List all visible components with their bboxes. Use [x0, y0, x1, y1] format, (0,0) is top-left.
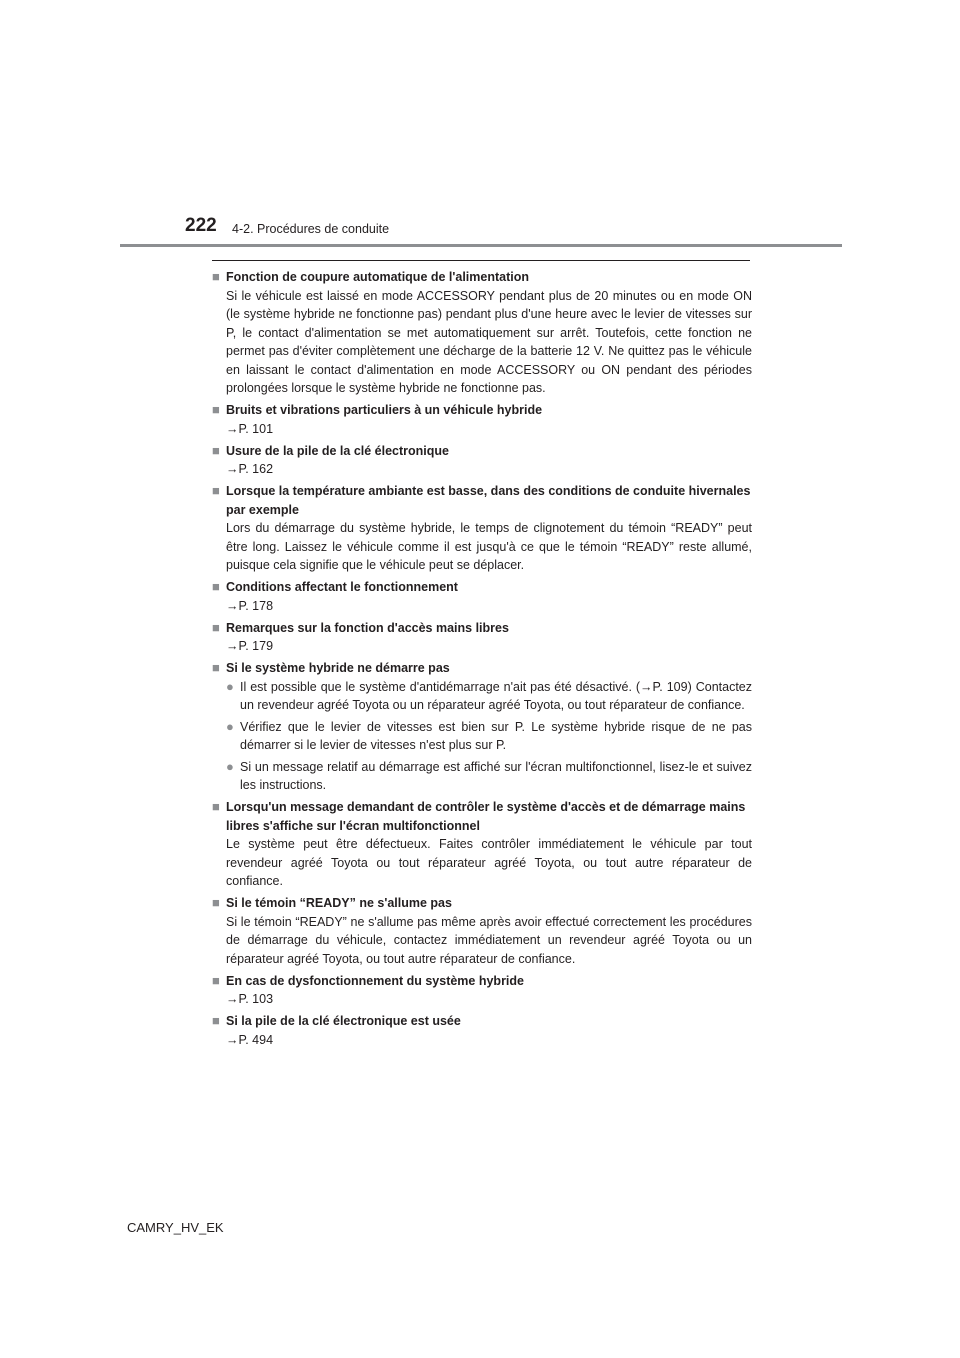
list-item: ● Si un message relatif au démarrage est affiché sur l'écran multifonctionnel, lisez-le et suivez les instructions. [226, 758, 752, 795]
square-bullet-icon: ■ [212, 402, 220, 417]
item-auto-power-off [212, 268, 752, 398]
square-bullet-icon: ■ [212, 972, 220, 988]
square-bullet-icon: ■ [212, 483, 220, 498]
round-bullet-icon: ● [226, 718, 234, 734]
item-hybrid-no-start [212, 659, 752, 795]
square-bullet-icon: ■ [212, 619, 220, 635]
item-heading: ■ Conditions affectant le fonctionnement [212, 578, 752, 597]
item-heading: ■ Si le système hybride ne démarre pas [212, 659, 752, 678]
list-item: ● Vérifiez que le levier de vitesses est bien sur P. Le système hybride risque de ne pas démarrer si le levier de vitesses n'est plus sur P. [226, 718, 752, 755]
content-rule [212, 260, 750, 261]
page-reference-link[interactable]: →P. 179 [226, 639, 274, 653]
list-item: ● Il est possible que le système d'antidémarrage n'ait pas été désactivé. (→P. 109) Contactez un revendeur agréé Toyota ou un réparateur agréé Toyota, ou tout réparateur de confiance. [226, 678, 752, 715]
item-key-battery-depleted [212, 1012, 752, 1049]
square-bullet-icon: ■ [212, 799, 220, 814]
square-bullet-icon: ■ [212, 442, 220, 458]
item-heading: ■ En cas de dysfonctionnement du système hybride [212, 972, 752, 991]
item-body: Lors du démarrage du système hybride, le temps de clignotement du témoin “READY” peut être long. Laissez le véhicule comme il est jusqu'à ce que le témoin “READY” reste allumé, puisque cela signifie que le véhicule peut se déplacer. [226, 521, 752, 572]
item-body: Si le témoin “READY” ne s'allume pas même après avoir effectué correctement les procédures de démarrage du véhicule, contactez immédiatement un revendeur agréé Toyota ou un réparateur agréé Toyota, ou tout autre réparateur de confiance. [226, 914, 752, 966]
item-heading: ■ Usure de la pile de la clé électronique [212, 442, 752, 461]
item-low-temperature [212, 482, 752, 575]
round-bullet-icon: ● [226, 678, 234, 694]
item-heading: ■ Remarques sur la fonction d'accès mains libres [212, 619, 752, 638]
page-reference-link[interactable]: →P. 162 [226, 462, 274, 476]
item-heading: ■ Bruits et vibrations particuliers à un véhicule hybride [212, 401, 752, 420]
page-reference-link[interactable]: →P. 494 [226, 1032, 274, 1047]
item-key-battery-wear [212, 442, 752, 479]
content-area [212, 268, 752, 1053]
item-body: Le système peut être défectueux. Faites contrôler immédiatement le véhicule par tout revendeur agréé Toyota ou tout réparateur agréé Toyota, ou tout autre réparateur de confiance. [226, 837, 752, 888]
item-heading: ■ Fonction de coupure automatique de l'alimentation [212, 268, 752, 287]
square-bullet-icon: ■ [212, 660, 220, 675]
item-body: Si le véhicule est laissé en mode ACCESSORY pendant plus de 20 minutes ou en mode ON (le système hybride ne fonctionne pas) pendant plus d'une heure avec le levier de vitesses sur P, le contact d'alimentation se met automatiquement sur arrêt. Toutefois, cette fonction ne permet pas d'éviter complètement une décharge de la batterie 12 V. Ne quittez pas le véhicule en laissant le contact d'alimentation en mode ACCESSORY ou ON pendant des périodes prolongées lorsque le système hybride ne fonctionne pas. [226, 288, 752, 395]
square-bullet-icon: ■ [212, 895, 220, 910]
item-hybrid-malfunction [212, 972, 752, 1009]
square-bullet-icon: ■ [212, 269, 220, 284]
item-heading: ■ Si le témoin “READY” ne s'allume pas [212, 894, 752, 913]
round-bullet-icon: ● [226, 758, 234, 774]
square-bullet-icon: ■ [212, 1013, 220, 1028]
square-bullet-icon: ■ [212, 579, 220, 594]
section-title: 4-2. Procédures de conduite [232, 222, 390, 236]
page-number: 222 [185, 215, 217, 236]
item-heading: ■ Lorsque la température ambiante est basse, dans des conditions de conduite hivernales par exemple [212, 482, 752, 519]
item-keyless-access-notes [212, 619, 752, 656]
page-reference-link[interactable]: →P. 101 [226, 421, 274, 436]
item-heading: ■ Lorsqu'un message demandant de contrôler le système d'accès et de démarrage mains libres s'affiche sur l'écran multifonctionnel [212, 798, 752, 835]
header-rule [120, 244, 842, 247]
page-reference-link[interactable]: →P. 103 [226, 992, 274, 1006]
item-operating-conditions [212, 578, 752, 615]
document-code: CAMRY_HV_EK [127, 1220, 224, 1235]
item-noise-vibration [212, 401, 752, 438]
item-ready-light [212, 894, 752, 968]
item-heading: ■ Si la pile de la clé électronique est usée [212, 1012, 752, 1031]
item-check-system-message [212, 798, 752, 891]
page-reference-link[interactable]: →P. 178 [226, 598, 274, 613]
